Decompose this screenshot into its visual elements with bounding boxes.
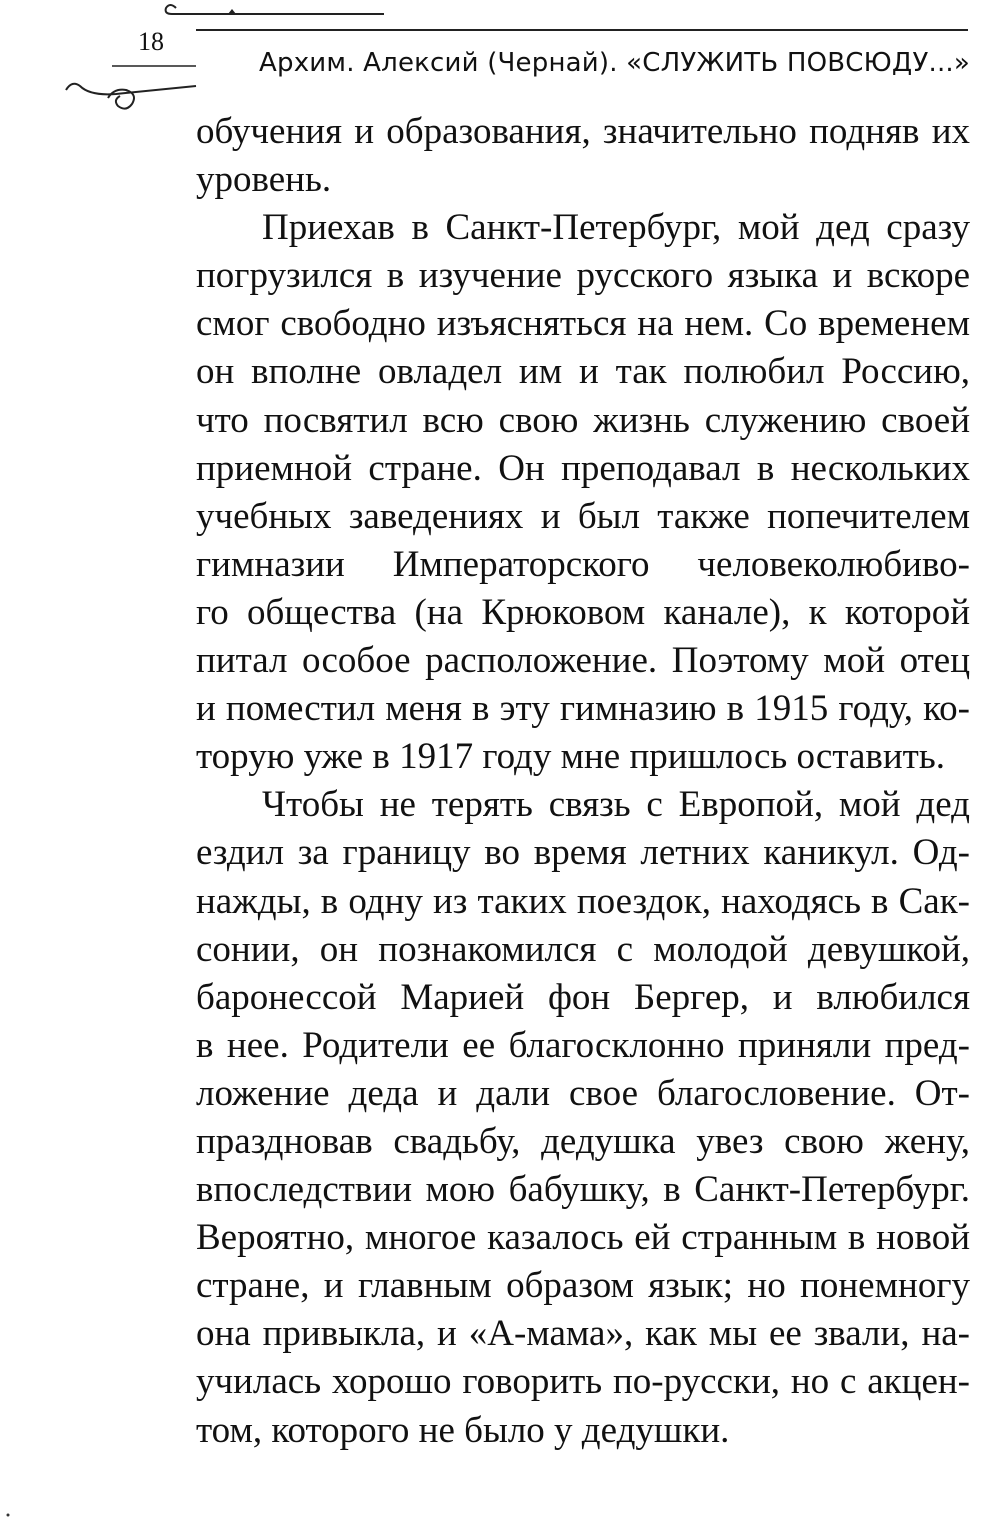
text-line: Чтобы не терять связь с Европой, мой дед (262, 784, 970, 826)
text-line: и поместил меня в эту гимназию в 1915 году, ко- (196, 688, 970, 730)
text-line: Вероятно, многое казалось ей странным в новой (196, 1217, 970, 1259)
page-number: 18 (138, 27, 164, 56)
text-line: погрузился в изучение русского языка и вскоре (196, 255, 970, 297)
text-line: ездил за границу во время летних каникул. Од- (196, 832, 970, 874)
text-line: стране, и главным образом язык; но понемногу (196, 1265, 970, 1307)
text-line: он вполне овладел им и так полюбил Россию, (196, 351, 970, 393)
text-line: сонии, он познакомился с молодой девушкой, (196, 928, 970, 970)
text-line: смог свободно изъясняться на нем. Со временем (196, 303, 970, 345)
text-line: гимназии Императорского человеколюбиво- (196, 543, 970, 585)
text-line: Приехав в Санкт-Петербург, мой дед сразу (262, 207, 970, 249)
text-line: приемной стране. Он преподавал в нескольких (196, 447, 970, 489)
text-line: что посвятил всю свою жизнь служению своей (196, 399, 970, 441)
text-line: впоследствии мою бабушку, в Санкт-Петербург. (196, 1169, 970, 1211)
text-line: она привыкла, и «А-мама», как мы ее звали, на- (196, 1313, 970, 1355)
running-head: Архим. Алексий (Чернай). «СЛУЖИТЬ ПОВСЮДУ...» (259, 48, 970, 78)
text-line: обучения и образования, значительно подняв их (196, 111, 970, 152)
text-line: уровень. (196, 159, 332, 201)
text-line: го общества (на Крюковом канале), к которой (196, 591, 970, 633)
text-line: нажды, в одну из таких поездок, находясь в Сак- (196, 880, 970, 922)
text-line: ложение деда и дали свое благословение. От- (196, 1072, 970, 1114)
text-line: праздновав свадьбу, дедушка увез свою жену, (196, 1120, 970, 1162)
text-line: училась хорошо говорить по-русски, но с акцен- (196, 1361, 970, 1403)
text-line: в нее. Родители ее благосклонно приняли пред- (196, 1024, 970, 1066)
text-line: учебных заведениях и был также попечителем (196, 495, 970, 537)
text-line: торую уже в 1917 году мне пришлось оставить. (196, 736, 945, 778)
text-line: баронессой Марией фон Бергер, и влюбился (196, 976, 970, 1018)
text-line: том, которого не было у дедушки. (196, 1409, 730, 1451)
text-line: питал особое расположение. Поэтому мой отец (196, 640, 970, 682)
